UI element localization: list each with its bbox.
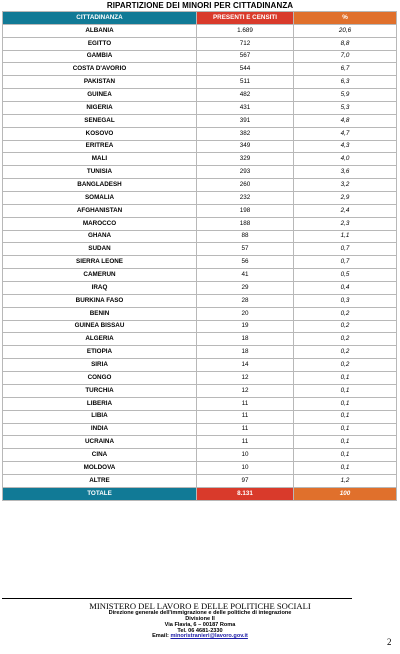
percent-cell: 0,2 (294, 346, 397, 359)
country-cell: MOLDOVA (3, 462, 197, 475)
presenti-cell: 382 (197, 127, 294, 140)
table-row (3, 436, 397, 449)
country-cell: IRAQ (3, 282, 197, 295)
country-cell: EGITTO (3, 37, 197, 50)
table-row (3, 397, 397, 410)
table-row (3, 63, 397, 76)
presenti-cell: 567 (197, 50, 294, 63)
percent-cell: 2,4 (294, 204, 397, 217)
percent-cell: 0,2 (294, 320, 397, 333)
total-presenti-cell: 8.131 (197, 487, 294, 501)
percent-cell: 4,3 (294, 140, 397, 153)
presenti-cell: 11 (197, 410, 294, 423)
country-cell: SUDAN (3, 243, 197, 256)
country-cell: MALI (3, 153, 197, 166)
email-link[interactable]: minoristranieri@lavoro.gov.it (170, 633, 248, 640)
table-row (3, 192, 397, 205)
country-cell: ERITREA (3, 140, 197, 153)
country-cell: SIERRA LEONE (3, 256, 197, 269)
presenti-cell: 12 (197, 372, 294, 385)
percent-cell: 0,2 (294, 333, 397, 346)
country-cell: UCRAINA (3, 436, 197, 449)
presenti-cell: 11 (197, 423, 294, 436)
presenti-cell: 329 (197, 153, 294, 166)
percent-cell: 7,0 (294, 50, 397, 63)
table-row (3, 127, 397, 140)
table-row (3, 217, 397, 230)
country-cell: TUNISIA (3, 166, 197, 179)
phone: Tel. 06 4681-2330 (177, 627, 223, 634)
country-cell: NIGERIA (3, 102, 197, 115)
percent-cell: 3,6 (294, 166, 397, 179)
country-cell: SENEGAL (3, 114, 197, 127)
table-row (3, 269, 397, 282)
table-row (3, 449, 397, 462)
country-cell: COSTA D'AVORIO (3, 63, 197, 76)
column-header-presenti: PRESENTI E CENSITI (197, 12, 294, 25)
table-row (3, 359, 397, 372)
percent-cell: 0,2 (294, 307, 397, 320)
table-row (3, 37, 397, 50)
table-row (3, 307, 397, 320)
percent-cell: 4,7 (294, 127, 397, 140)
percent-cell: 5,3 (294, 102, 397, 115)
percent-cell: 4,0 (294, 153, 397, 166)
country-cell: PAKISTAN (3, 76, 197, 89)
percent-cell: 2,3 (294, 217, 397, 230)
total-label-cell: TOTALE (3, 487, 197, 501)
percent-cell: 0,2 (294, 359, 397, 372)
country-cell: ALTRE (3, 474, 197, 487)
table-row (3, 140, 397, 153)
presenti-cell: 88 (197, 230, 294, 243)
country-cell: BENIN (3, 307, 197, 320)
percent-cell: 0,4 (294, 282, 397, 295)
presenti-cell: 544 (197, 63, 294, 76)
presenti-cell: 57 (197, 243, 294, 256)
presenti-cell: 10 (197, 449, 294, 462)
country-cell: SIRIA (3, 359, 197, 372)
presenti-cell: 349 (197, 140, 294, 153)
presenti-cell: 29 (197, 282, 294, 295)
presenti-cell: 293 (197, 166, 294, 179)
presenti-cell: 56 (197, 256, 294, 269)
table-row (3, 24, 397, 37)
percent-cell: 0,5 (294, 269, 397, 282)
percent-cell: 20,6 (294, 24, 397, 37)
table-row (3, 282, 397, 295)
minors-by-citizenship-table (2, 11, 397, 501)
table-row (3, 153, 397, 166)
percent-cell: 0,7 (294, 256, 397, 269)
table-row (3, 384, 397, 397)
presenti-cell: 1.689 (197, 24, 294, 37)
ministry-name: MINISTERO DEL LAVORO E DELLE POLITICHE SOCIALI (89, 601, 311, 611)
table-row (3, 114, 397, 127)
table-row (3, 410, 397, 423)
table-row (3, 50, 397, 63)
percent-cell: 0,1 (294, 372, 397, 385)
table-row (3, 423, 397, 436)
table-row (3, 256, 397, 269)
country-cell: KOSOVO (3, 127, 197, 140)
percent-cell: 0,3 (294, 294, 397, 307)
percent-cell: 2,9 (294, 192, 397, 205)
presenti-cell: 232 (197, 192, 294, 205)
presenti-cell: 41 (197, 269, 294, 282)
column-header-percent: % (294, 12, 397, 25)
percent-cell: 6,7 (294, 63, 397, 76)
percent-cell: 0,1 (294, 449, 397, 462)
total-percent-cell: 100 (294, 487, 397, 501)
table-header-row (3, 12, 397, 25)
country-cell: GUINEA BISSAU (3, 320, 197, 333)
email-line (0, 634, 400, 640)
presenti-cell: 712 (197, 37, 294, 50)
presenti-cell: 20 (197, 307, 294, 320)
percent-cell: 0,7 (294, 243, 397, 256)
percent-cell: 8,8 (294, 37, 397, 50)
table-row (3, 333, 397, 346)
percent-cell: 1,2 (294, 474, 397, 487)
table-row (3, 204, 397, 217)
percent-cell: 0,1 (294, 410, 397, 423)
country-cell: BANGLADESH (3, 179, 197, 192)
country-cell: GHANA (3, 230, 197, 243)
footer-divider (2, 598, 352, 599)
presenti-cell: 482 (197, 89, 294, 102)
country-cell: LIBERIA (3, 397, 197, 410)
percent-cell: 0,1 (294, 436, 397, 449)
percent-cell: 0,1 (294, 462, 397, 475)
total-row (3, 487, 397, 501)
presenti-cell: 12 (197, 384, 294, 397)
presenti-cell: 260 (197, 179, 294, 192)
footer (0, 602, 400, 640)
page-number: 2 (387, 637, 392, 647)
percent-cell: 0,1 (294, 423, 397, 436)
presenti-cell: 28 (197, 294, 294, 307)
presenti-cell: 14 (197, 359, 294, 372)
percent-cell: 3,2 (294, 179, 397, 192)
country-cell: GUINEA (3, 89, 197, 102)
country-cell: ALGERIA (3, 333, 197, 346)
country-cell: SOMALIA (3, 192, 197, 205)
presenti-cell: 11 (197, 397, 294, 410)
column-header-cittadinanza: CITTADINANZA (3, 12, 197, 25)
percent-cell: 4,8 (294, 114, 397, 127)
presenti-cell: 10 (197, 462, 294, 475)
percent-cell: 0,1 (294, 397, 397, 410)
table-row (3, 462, 397, 475)
table-row (3, 474, 397, 487)
presenti-cell: 431 (197, 102, 294, 115)
country-cell: TURCHIA (3, 384, 197, 397)
presenti-cell: 97 (197, 474, 294, 487)
country-cell: GAMBIA (3, 50, 197, 63)
presenti-cell: 11 (197, 436, 294, 449)
presenti-cell: 188 (197, 217, 294, 230)
presenti-cell: 18 (197, 333, 294, 346)
presenti-cell: 391 (197, 114, 294, 127)
presenti-cell: 511 (197, 76, 294, 89)
country-cell: ALBANIA (3, 24, 197, 37)
country-cell: LIBIA (3, 410, 197, 423)
address: Via Flavia, 6 – 00187 Roma (164, 621, 236, 628)
percent-cell: 5,9 (294, 89, 397, 102)
table-row (3, 243, 397, 256)
table-row (3, 346, 397, 359)
country-cell: CINA (3, 449, 197, 462)
email-label: Email: (152, 633, 169, 640)
table-row (3, 89, 397, 102)
table-row (3, 166, 397, 179)
table-row (3, 102, 397, 115)
country-cell: BURKINA FASO (3, 294, 197, 307)
table-body (3, 24, 397, 500)
country-cell: AFGHANISTAN (3, 204, 197, 217)
table-row (3, 230, 397, 243)
percent-cell: 6,3 (294, 76, 397, 89)
table-row (3, 294, 397, 307)
country-cell: MAROCCO (3, 217, 197, 230)
country-cell: INDIA (3, 423, 197, 436)
presenti-cell: 18 (197, 346, 294, 359)
table-row (3, 372, 397, 385)
presenti-cell: 19 (197, 320, 294, 333)
table-row (3, 179, 397, 192)
country-cell: ETIOPIA (3, 346, 197, 359)
country-cell: CONGO (3, 372, 197, 385)
country-cell: CAMERUN (3, 269, 197, 282)
table-row (3, 76, 397, 89)
page-title: RIPARTIZIONE DEI MINORI PER CITTADINANZA (106, 1, 294, 10)
table-row (3, 320, 397, 333)
division-name: Divisione II (185, 615, 215, 622)
presenti-cell: 198 (197, 204, 294, 217)
percent-cell: 0,1 (294, 384, 397, 397)
percent-cell: 1,1 (294, 230, 397, 243)
directorate-name: Direzione generale dell'immigrazione e delle politiche di integrazione (108, 610, 292, 617)
